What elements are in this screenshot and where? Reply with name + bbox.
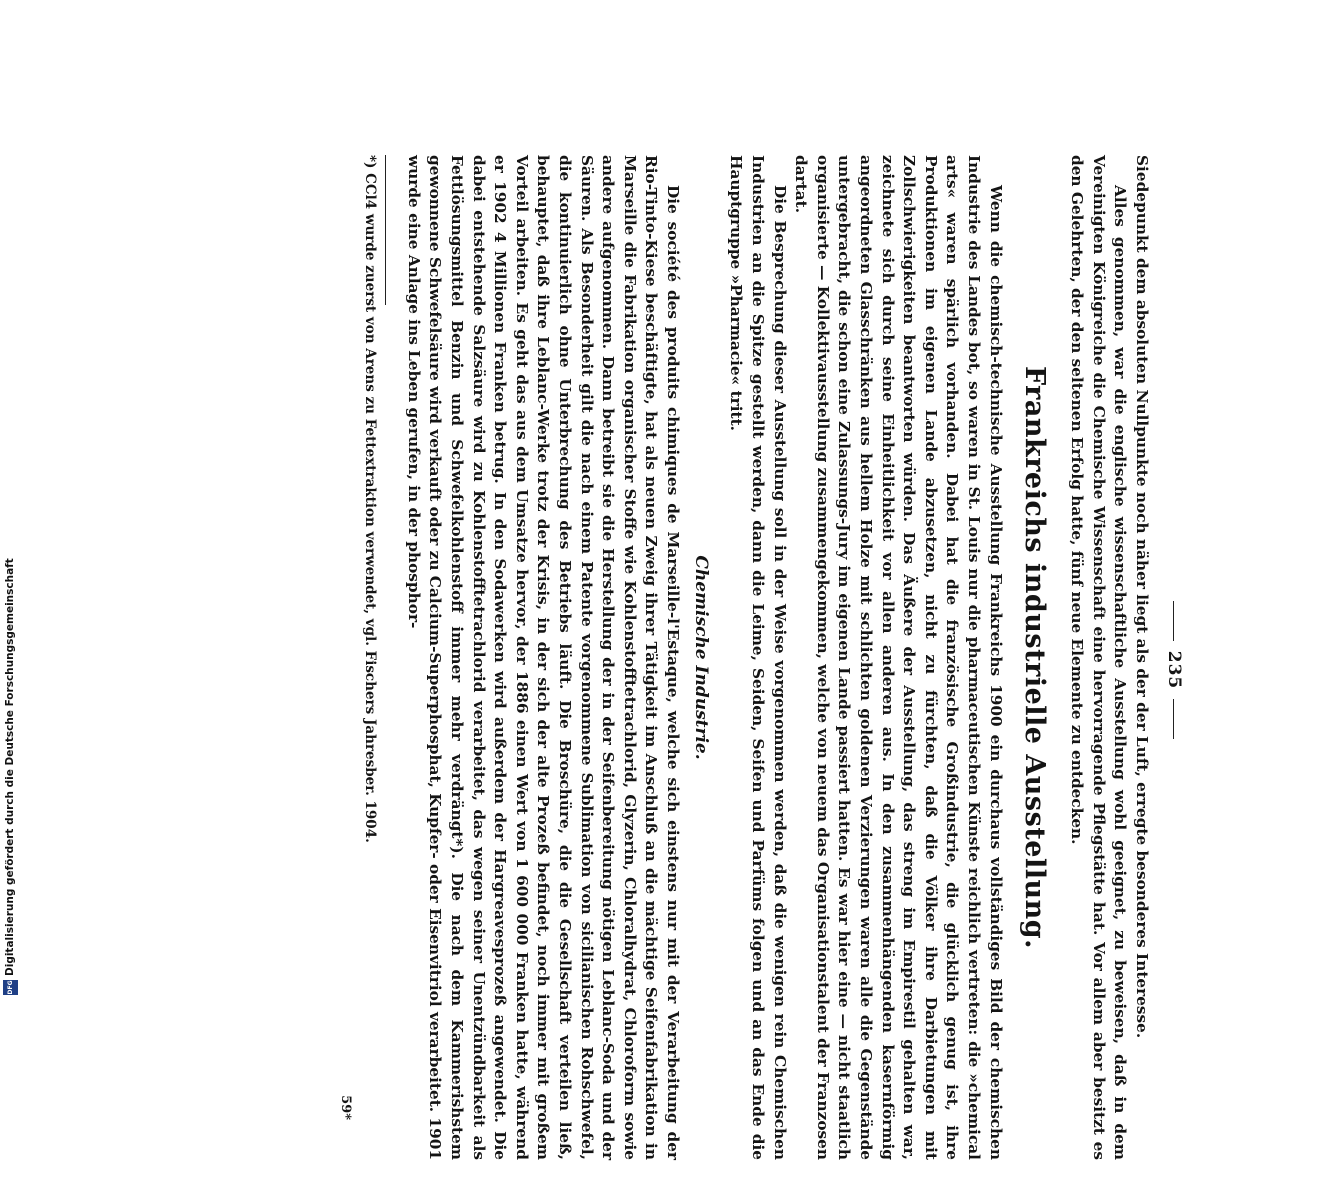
dfg-logo-icon: DFG: [3, 980, 18, 995]
page-number: 235: [1164, 650, 1184, 690]
funding-notice-text: Digitalisierung gefördert durch die Deutsche Forschungsgemeinschaft: [4, 558, 16, 976]
section-title: Frankreichs industrielle Ausstellung.: [1018, 365, 1050, 950]
intro-paragraph-1: Siedepunkt dem absoluten Nullpunkte noch näher liegt als der der Luft, erregte besonderes Interesse.: [1133, 155, 1151, 1039]
intro-paragraph-2: Alles genommen, war die englische wissenschaftliche Ausstellung wohl geeignet, zu beweisen, daß in dem Vereinigten Königreiche die Chemische Wissenschaft eine hervorragende Pflegstätte hat. Vor allem aber besitzt es den Gelehrten, der den seltenen Erfolg hatte, fünf neue Elemente zu entdecken.: [1068, 155, 1130, 1160]
footnote: *) CCl4 wurde zuerst von Arens zu Fettextraktion verwendet, vgl. Fischers Jahresber. 1904.: [362, 155, 379, 843]
france-paragraph-1: Wenn die chemisch-technische Ausstellung Frankreichs 1900 ein durchaus vollständiges Bild der chemischen Industrie des Landes bot, so waren in St. Louis nur die pharmaceutischen Künste reichlich vertreten: die »chemical arts« waren spärlich vorhanden. Dabei hat die französische Großindustrie, die glücklich genug ist, ihre Produktionen im eigenen Lande abzusetzen, nicht zu fürchten, daß die Völker ihre Darbietungen mit Zollschwierigkeiten beantworten würden. Das Äußere der Ausstellung, das streng im Empirestil gehalten war, zeichnete sich durch seine Einheitlichkeit vor allen anderen aus. In den zusammenhängenden kasernförmig angeordneten Glasschränken aus hellem Holze mit schlichten goldenen Verzierungen waren alle die Gegenstände untergebracht, die schon eine Zulassungs-Jury im eigenen Lande passiert hatten. Es war hier eine — nicht staatlich organisierte — Kollektivausstellung zusammengekommen, welche von neuem das Organisationstalent der Franzosen dartat.: [792, 155, 1005, 1160]
subsection-title: Chemische Industrie.: [690, 555, 711, 760]
sheet-signature: 59*: [338, 1095, 354, 1120]
header-rule-left: [1173, 601, 1174, 641]
header-rule-right: [1173, 699, 1174, 739]
france-paragraph-2: Die Besprechung dieser Ausstellung soll in der Weise vorgenommen werden, daß die wenigen rein Chemischen Industrien an die Spitze gestellt werden, dann die Leime, Seiden, Seifen und Parfüms folgen und an das Ende die Hauptgruppe »Pharmacie« tritt.: [727, 155, 789, 1160]
page-body: [335, 155, 1152, 1160]
scanned-page: [160, 150, 1190, 1190]
footnote-divider: [385, 155, 386, 305]
funding-notice: [2, 5, 18, 995]
digitization-sidebar: [0, 0, 22, 1000]
page-content: [160, 150, 1190, 1190]
page-header: [1164, 150, 1184, 1190]
chemistry-paragraph-1: Die société des produits chimiques de Marseille-l'Estaque, welche sich einstens nur mit der Verarbeitung der Rio-Tinto-Kiese beschäftigte, hat als neuen Zweig ihrer Tätigkeit im Anschluß an die mächtige Seifenfabrikation in Marseille die Fabrikation organischer Stoffe wie Kohlenstofftetrachlorid, Glyzerin, Chloralhydrat, Chloroform sowie andere aufgenommen. Dann betreibt sie die Herstellung der in der Seifenbereitung nötigen Leblanc-Soda und der Säuren. Als Besonderheit gilt die nach einem Patente vorgenommene Sublimation von sicilianischen Rohschwefel, die kontinuierlich ohne Unterbrechung des Betriebs läuft. Die Broschüre, die die Gesellschaft verteilen ließ, behauptet, daß ihre Leblanc-Werke trotz der Krisis, in der sich der alte Prozeß befindet, noch immer mit großem Vorteil arbeiten. Es geht das aus dem Umsatze hervor, der 1886 einen Wert von 1 600 000 Franken hatte, während er 1902 4 Millionen Franken betrug. In den Sodawerken wird außerdem der Hargreavesprozeß angewendet. Die dabei entstehende Salzsäure wird zu Kohlenstofftetrachlorid verarbeitet, das wegen seiner Unentzündbarkeit als Fettlösungsmittel Benzin und Schwefelkohlenstoff immer mehr verdrängt*). Die nach dem Kammerishstem gewonnene Schwefelsäure wird verkauft oder zu Calcium-Superphosphat, Kupfer- oder Eisenvitriol verarbeitet. 1901 wurde eine Anlage ins Leben gerufen, in der phosphor-: [404, 155, 682, 1160]
